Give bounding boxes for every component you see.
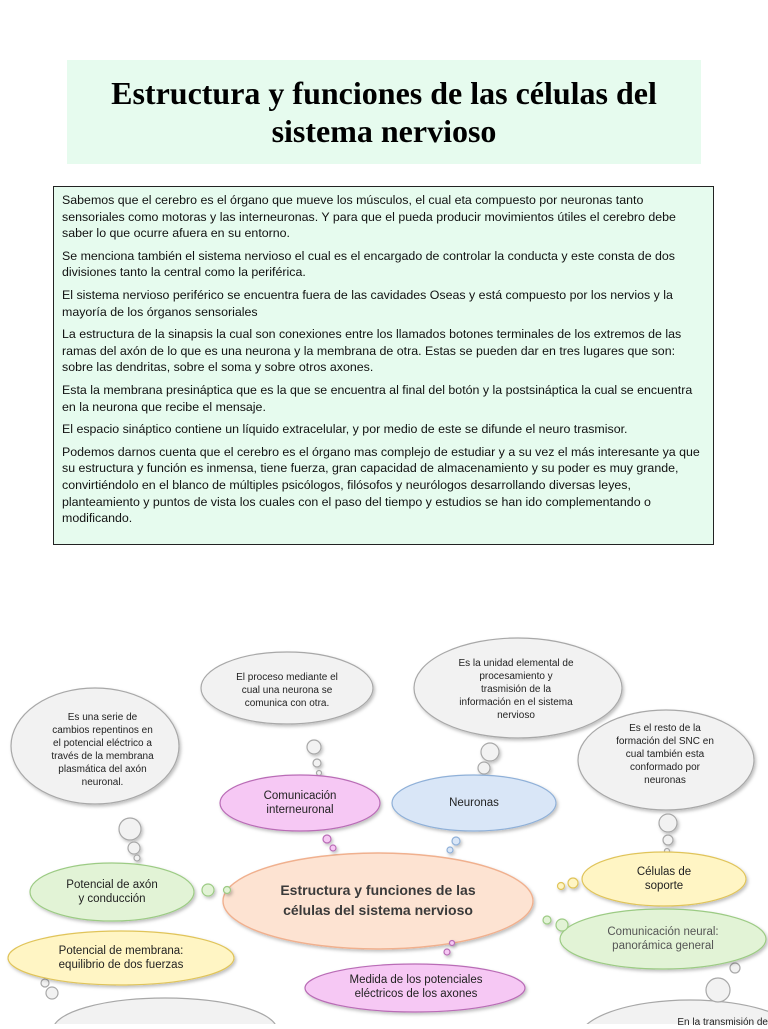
thought-resto-text: Es el resto de la formación del SNC en cual también esta conformado por neuronas <box>616 723 714 786</box>
intro-paragraph-7: Podemos darnos cuenta que el cerebro es el órgano mas complejo de estudiar y a su vez el más interesante ya que su estructura y función es inmensa, tiene fuerza, gran capacidad de almacenamiento y su poder es muy grande, convirtiéndolo en el blanco de múltiples psicólogos, filósofos y neurólogos desarrollando diversas leyes, planteamiento y puntos de vista los cuales con el paso del tiempo y estudios se han ido complementando o modificando. <box>62 444 700 526</box>
node-potencial-membrana: Potencial de membrana: equilibrio de dos fuerzas <box>58 945 184 971</box>
intro-paragraph-3: El sistema nervioso periférico se encuentra fuera de las cavidades Oseas y está compuesto por los nervios y la mayoría de los órganos sensoriales <box>62 287 673 319</box>
node-celulas-soporte: Células de soporte <box>636 866 692 892</box>
node-neuronas: Neuronas <box>449 797 499 809</box>
node-comunicacion-neural: Comunicación neural: panorámica general <box>607 926 719 952</box>
node-medida-potenciales: Medida de los potenciales eléctricos de los axones <box>349 974 483 1000</box>
intro-paragraph-1: Sabemos que el cerebro es el órgano que mueve los músculos, el cual eta compuesto por neuronas tanto sensoriales como motoras y las interneuronas. Y para que el pueda producir movimientos útiles el cerebro debe saber lo que ocurre afuera en su entorno. <box>62 193 676 241</box>
thought-unidad-text: Es la unidad elemental de procesamiento y trasmisión de la información en el sistema nervioso <box>458 658 574 721</box>
central-node-text: Estructura y funciones de las células del sistema nervioso <box>280 882 476 918</box>
intro-paragraph-4: La estructura de la sinapsis la cual son conexiones entre los llamados botones terminales de los extremos de las ramas del axón de lo que es una neurona y la membrana de otra. Estas se pueden dar en tres lugares que son: sobre las dendritas, sobre el soma y sobre otros axones. <box>62 327 682 375</box>
node-potencial-axon: Potencial de axón y conducción <box>66 879 158 905</box>
intro-paragraph-6: El espacio sináptico contiene un líquido extracelular, y por medio de este se difunde el neuro trasmisor. <box>62 422 628 437</box>
node-comunicacion-interneuronal: Comunicación interneuronal <box>263 790 337 816</box>
thought-transmision-text: En la transmisión de <box>677 1017 768 1028</box>
node-neuronas-shape <box>392 775 556 853</box>
thought-cloud-bottom-right <box>578 963 768 1024</box>
thought-serie-text: Es una serie de cambios repentinos en el potencial eléctrico a través de la membrana plasmática del axón neuronal. <box>51 712 154 788</box>
page-title-line-2: sistema nervioso <box>271 113 497 149</box>
thought-proceso-text: El proceso mediante el cual una neurona se comunica con otra. <box>236 672 338 709</box>
intro-paragraph-2: Se menciona también el sistema nervioso el cual es el encargado de controlar la conducta y este consta de dos divisiones tanto la central como la periférica. <box>62 248 676 280</box>
thought-cloud-bottom-left <box>41 979 277 1024</box>
page-title-line-1: Estructura y funciones de las células del <box>111 75 657 111</box>
intro-paragraph-5: Esta la membrana presináptica que es la que se encuentra al final del botón y la postsináptica la cual se encuentra en la neurona que recibe el mensaje. <box>62 382 693 414</box>
